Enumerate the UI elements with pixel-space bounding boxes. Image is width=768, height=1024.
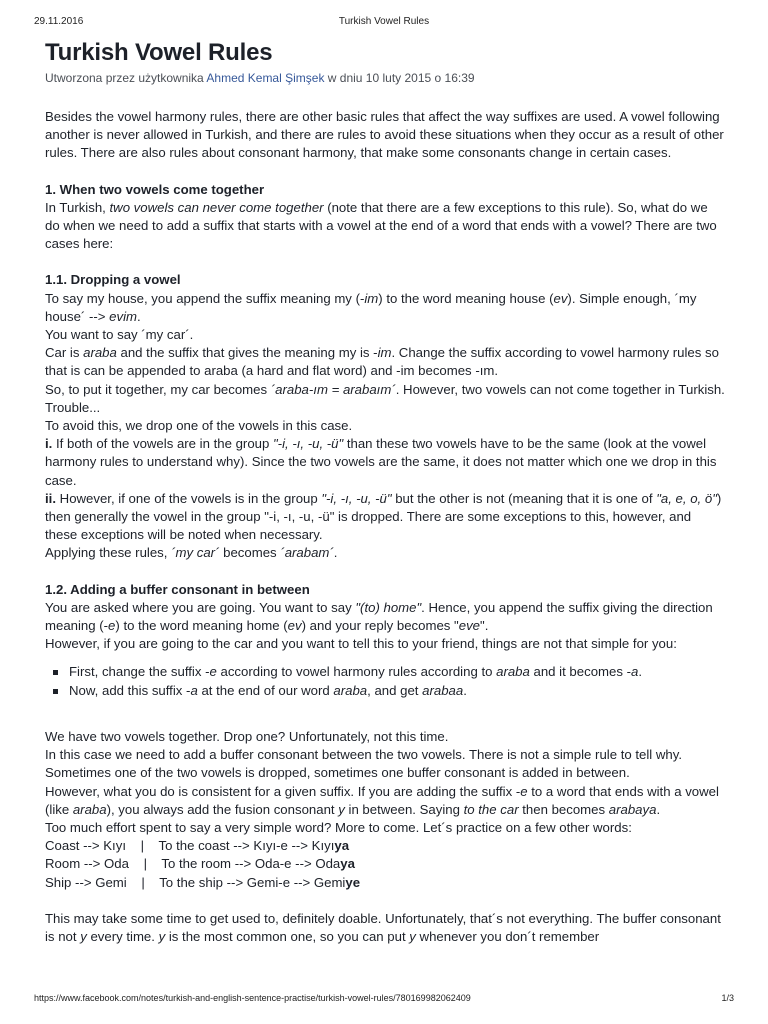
text: Car is bbox=[45, 345, 84, 361]
text: , and get bbox=[367, 682, 423, 698]
text: is the most common one, so you can put bbox=[165, 928, 410, 944]
emphasis: y bbox=[158, 928, 166, 944]
steps-list bbox=[45, 663, 725, 699]
print-title: Turkish Vowel Rules bbox=[338, 16, 430, 27]
text: Now, add this suffix - bbox=[69, 682, 191, 698]
text: Ship --> Gemi | To the ship --> Gemi-e --> Gemi bbox=[45, 874, 346, 890]
text: Applying these rules, bbox=[45, 545, 172, 561]
text: Coast --> Kıyı | To the coast --> Kıyı-e --> Kıyı bbox=[45, 838, 335, 854]
example-coast bbox=[45, 837, 725, 855]
section-1-3-line-3 bbox=[45, 783, 725, 819]
text: ) then generally the vowel in the group "-i, -ı, -u, -ü" is dropped. There are some exceptions to this, however, and these exceptions will be noted when necessary. bbox=[45, 490, 722, 543]
emphasis: y bbox=[409, 928, 416, 944]
buffer-suffix: ya bbox=[334, 838, 350, 854]
section-1-3-line-1: We have two vowels together. Drop one? Unfortunately, not this time. bbox=[45, 728, 449, 744]
byline bbox=[45, 70, 725, 86]
section-1-2-line-1 bbox=[45, 599, 725, 635]
text: ) to the word meaning home ( bbox=[115, 618, 288, 634]
text: . However, two vowels can not come together in Turkish. Trouble... bbox=[45, 381, 725, 415]
text: and it becomes - bbox=[529, 664, 631, 680]
section-1-1-line-3 bbox=[45, 344, 725, 380]
byline-prefix: Utworzona przez użytkownika bbox=[45, 71, 207, 85]
text: Room --> Oda | To the room --> Oda-e --> Oda bbox=[45, 856, 341, 872]
text: . bbox=[463, 682, 467, 698]
print-footer bbox=[34, 993, 734, 1007]
rule-number: i. bbox=[45, 436, 53, 452]
text: becomes bbox=[219, 545, 281, 561]
emphasis: to the car bbox=[463, 801, 519, 817]
text: ). Simple enough, ´my house´ --> bbox=[45, 290, 697, 324]
author-link[interactable]: Ahmed Kemal Şimşek bbox=[206, 71, 325, 85]
text: but the other is not (meaning that it is one of bbox=[391, 490, 657, 506]
text: . bbox=[333, 545, 338, 561]
emphasis: two vowels can never come together bbox=[109, 199, 324, 215]
emphasis: ev bbox=[287, 618, 302, 634]
text: in between. Saying bbox=[344, 801, 464, 817]
emphasis: "a, e, o, ö" bbox=[656, 490, 717, 506]
text: at the end of our word bbox=[197, 682, 334, 698]
section-1-3-line-4: Too much effort spent to say a very simple word? More to come. Let´s practice on a few other words: bbox=[45, 819, 632, 835]
text: . Hence, you append the suffix giving the direction meaning (- bbox=[45, 599, 713, 634]
emphasis: eve bbox=[458, 618, 481, 634]
intro-paragraph: Besides the vowel harmony rules, there are other basic rules that affect the way suffixes are used. A vowel following another is never allowed in Turkish, and there are rules to avoid these situations when they occur as a result of other rules. There are also rules about consonant harmony, that make some consonants change in certain cases. bbox=[45, 109, 724, 161]
section-1-3-line-2: In this case we need to add a buffer consonant between the two vowels. There is not a simple rule to tell why. Sometimes one of the two vowels is dropped, sometimes one buffer consonant is added in between. bbox=[45, 747, 683, 781]
text: However, if one of the vowels is in the group bbox=[56, 490, 322, 506]
emphasis: y bbox=[80, 928, 87, 944]
print-header bbox=[34, 16, 734, 30]
emphasis: y bbox=[338, 801, 345, 817]
text: then becomes bbox=[518, 801, 609, 817]
list-item bbox=[69, 682, 725, 700]
text: If both of the vowels are in the group bbox=[52, 436, 273, 452]
text: according to vowel harmony rules according to bbox=[216, 664, 497, 680]
buffer-suffix: ye bbox=[345, 874, 361, 890]
text: . bbox=[136, 308, 141, 324]
emphasis: araba bbox=[83, 345, 117, 361]
text: ) and your reply becomes " bbox=[301, 618, 459, 634]
emphasis: araba bbox=[496, 664, 530, 680]
section-1-1-line-4 bbox=[45, 381, 725, 417]
page-number: 1/3 bbox=[721, 993, 734, 1003]
emphasis: e bbox=[209, 664, 217, 680]
text: This may take some time to get used to, definitely doable. Unfortunately, that´s not everything. The buffer consonant is not bbox=[45, 910, 721, 944]
section-1-2-line-2: However, if you are going to the car and you want to tell this to your friend, things are not that simple for you: bbox=[45, 636, 677, 652]
section-1-1-line-5: To avoid this, we drop one of the vowels in this case. bbox=[45, 418, 353, 434]
section-1-paragraph bbox=[45, 199, 725, 254]
section-1-3-last-paragraph bbox=[45, 910, 725, 946]
emphasis: ´my car´ bbox=[171, 545, 220, 561]
section-1-1-conclusion bbox=[45, 544, 725, 562]
emphasis: "-i, -ı, -u, -ü" bbox=[273, 436, 344, 452]
rule-number: ii. bbox=[45, 490, 56, 506]
text: whenever you don´t remember bbox=[415, 928, 600, 944]
section-1-2-heading: 1.2. Adding a buffer consonant in between bbox=[45, 581, 310, 597]
text: than these two vowels have to be the same (look at the vowel harmony rules to understand why). Since the two vowels are the same, it does not matter which one we drop in this case. bbox=[45, 436, 717, 488]
text: to a word that ends with a vowel (like bbox=[45, 783, 719, 817]
emphasis: a bbox=[631, 664, 639, 680]
emphasis: e bbox=[108, 618, 116, 634]
emphasis: arabaa bbox=[422, 682, 464, 698]
text: ), you always add the fusion consonant bbox=[106, 801, 339, 817]
text: and the suffix that gives the meaning my is - bbox=[116, 345, 378, 361]
text: (note that there are a few exceptions to this rule). So, what do we do when we need to add a suffix that starts with a vowel at the end of a word that ends with a vowel? There are two cases here: bbox=[45, 199, 717, 252]
section-1-1-heading: 1.1. Dropping a vowel bbox=[45, 272, 181, 288]
text: However, what you do is consistent for a given suffix. If you are adding the suffix - bbox=[45, 783, 521, 799]
example-ship bbox=[45, 874, 725, 892]
article-body bbox=[45, 108, 725, 946]
emphasis: im bbox=[377, 345, 392, 361]
text: ) to the word meaning house ( bbox=[378, 290, 554, 306]
text: . bbox=[656, 801, 661, 817]
page-title: Turkish Vowel Rules bbox=[45, 39, 273, 66]
emphasis: "-i, -ı, -u, -ü" bbox=[321, 490, 392, 506]
emphasis: "(to) home" bbox=[355, 599, 422, 615]
rule-ii bbox=[45, 490, 725, 545]
emphasis: arabaya bbox=[608, 801, 657, 817]
emphasis: im bbox=[364, 290, 379, 306]
emphasis: evim bbox=[109, 308, 137, 324]
byline-suffix: w dniu 10 luty 2015 o 16:39 bbox=[324, 71, 475, 85]
text: So, to put it together, my car becomes bbox=[45, 381, 271, 397]
emphasis: araba bbox=[333, 682, 368, 698]
emphasis: ´arabam´ bbox=[280, 545, 334, 561]
print-date: 29.11.2016 bbox=[34, 16, 84, 27]
emphasis: e bbox=[520, 783, 528, 799]
text: To say my house, you append the suffix meaning my (- bbox=[45, 290, 365, 306]
section-1-1-line-2: You want to say ´my car´. bbox=[45, 327, 194, 343]
example-room bbox=[45, 855, 725, 873]
text: . bbox=[638, 664, 643, 680]
article bbox=[45, 38, 725, 946]
text: ". bbox=[480, 618, 489, 634]
text: In Turkish, bbox=[45, 199, 110, 215]
emphasis: ´araba-ım = arabaım´ bbox=[270, 381, 396, 397]
rule-i bbox=[45, 435, 725, 490]
text: every time. bbox=[86, 928, 159, 944]
section-1-1-line-1 bbox=[45, 290, 725, 326]
list-item bbox=[69, 663, 725, 681]
text: First, change the suffix - bbox=[69, 664, 210, 680]
emphasis: araba bbox=[72, 801, 107, 817]
print-url: https://www.facebook.com/notes/turkish-and-english-sentence-practise/turkish-vowel-rules/780169982062409 bbox=[34, 993, 471, 1003]
section-1-heading: 1. When two vowels come together bbox=[45, 181, 265, 197]
emphasis: ev bbox=[553, 290, 568, 306]
buffer-suffix: ya bbox=[340, 856, 355, 872]
text: You are asked where you are going. You want to say bbox=[45, 599, 356, 615]
text: . Change the suffix according to vowel harmony rules so that is can be appended to araba (a hard and flat word) and -im becomes -ım. bbox=[45, 345, 719, 379]
emphasis: a bbox=[190, 682, 198, 698]
